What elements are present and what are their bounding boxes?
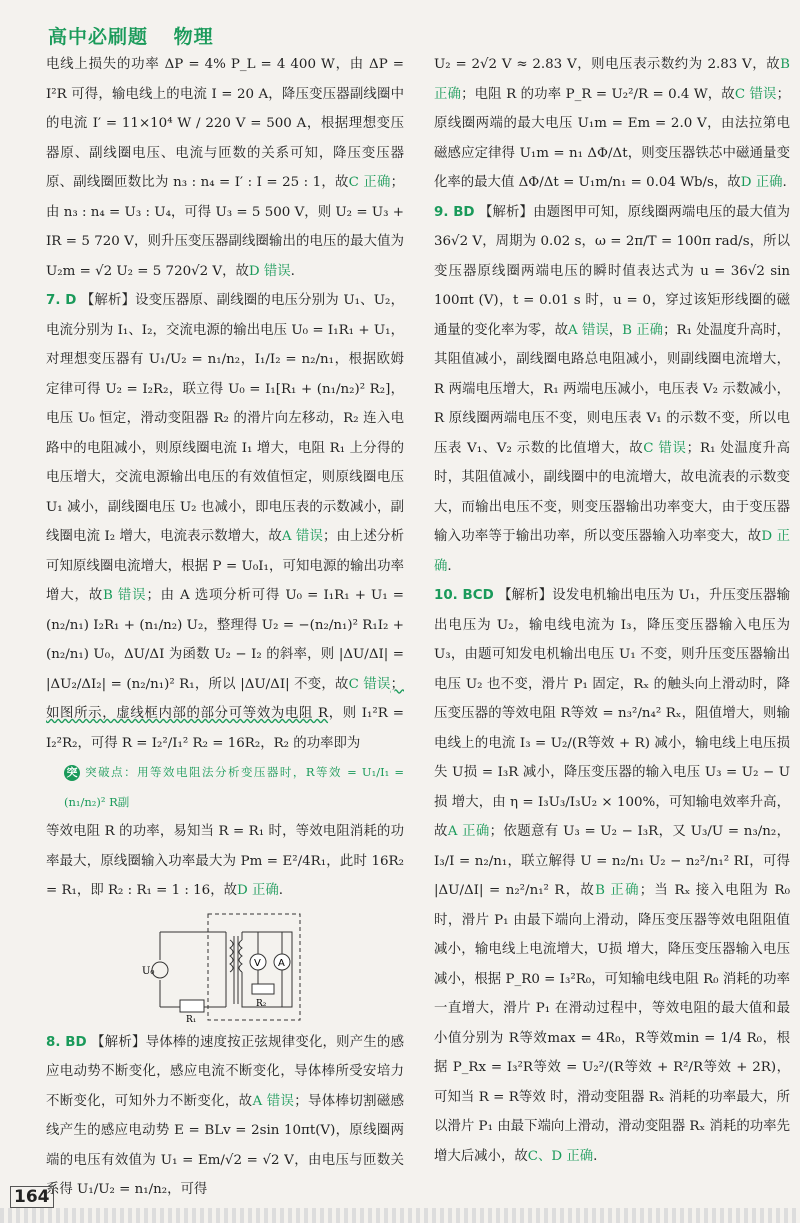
svg-text:R₂: R₂ — [256, 998, 267, 1009]
answer-tag: B 正确 — [434, 57, 790, 102]
right-column — [434, 50, 790, 1171]
left-column — [46, 50, 404, 1205]
question-number: 8. BD — [46, 1034, 87, 1050]
svg-text:V: V — [254, 957, 261, 969]
transformer-icon — [226, 932, 242, 1007]
answer-tag: C 错误 — [348, 676, 391, 692]
source-voltage-label: U₀ — [142, 965, 155, 977]
answer-tag: D 正确 — [237, 883, 279, 898]
equivalent-resistance-note: ；如图所示，虚线框内部的部分可等效为电阻 R — [46, 676, 404, 721]
answer-tag: A 正确 — [447, 824, 490, 839]
question-number: 9. BD — [434, 204, 475, 220]
answer-tag: D 正确 — [434, 529, 790, 574]
analysis-tag: 【解析】 — [478, 204, 534, 220]
q7-solution: 7. D 【解析】设变压器原、副线圈的电压分别为 U₁、U₂，电流分别为 I₁、I₂，交流电源的输出电压 U₀ = I₁R₁ + U₁，对理想变压器有 U₁/U₂ = n₁/n₂，I₁/I₂ = n₂/n₁，根据欧姆定律可得 U₂ = I₂R₂，联立得 U₀ = I₁[R₁ + (n₁/n₂)² R₂]，电压 U₀ 恒定，滑动变阻器 R₂ 的滑片向左移动，R₂ 连入电路中的电阻减小，则原线圈电流 I₁ 增大，电阻 R₁ 上分得的电压增大，交流电源输出电压的有效值恒定，则原线圈电压 U₁ 减小，副线圈电压 U₂ 也减小，即电压表的示数减小，副线圈电流 I₂ 增大，电流表示数增大，故A 错误；由上述分析可知原线圈电流增大，根据 P = U₀I₁，可知电源的输出功率增大，故B 错误；由 A 选项分析可得 U₀ = I₁R₁ + U₁ = (n₂/n₁) I₂R₁ + (n₁/n₂) U₂，整理得 U₂ = −(n₂/n₁)² R₁I₂ + (n₂/n₁) U₀，ΔU/ΔI 为函数 U₂ − I₂ 的斜率，则 |ΔU/ΔI| = |ΔU₂/ΔI₂| = (n₂/n₁)² R₁，所以 |ΔU/ΔI| 不变，故C 错误；如图所示，虚线框内部的部分可等效为电阻 R，则 I₁²R = I₂²R₂，可得 R = I₂²/I₁² R₂ = 16R₂，R₂ 的功率即为 — [46, 293, 405, 751]
question-number: 10. BCD — [434, 588, 494, 603]
q9-solution: 9. BD 【解析】由题图甲可知，原线圈两端电压的最大值为 36√2 V，周期为 0.02 s，ω = 2π/T = 100π rad/s，所以变压器原线圈两端电压的瞬时值表达式为 u = 36√2 sin 100πt (V)，t = 0.01 s 时，u = 0，穿过该矩形线圈的磁通量的变化率为零，故A 错误，B 正确；R₁ 处温度升高时，其阻值减小，副线圈电路总电阻减小，则副线圈电流增大，R 两端电压增大，R₁ 两端电压减小，电压表 V₂ 示数减小，R 原线圈两端电压不变，则电压表 V₁ 的示数不变，所以电压表 V₁、V₂ 示数的比值增大，故C 错误；R₁ 处温度升高时，其阻值减小，副线圈中的电流增大，故电流表的示数变大，而输出电压不变，则变压器输出功率变大，由于变压器输入功率等于输出功率，所以变压器输入功率变大，故D 正确. — [434, 204, 791, 574]
q7-conclusion: 等效电阻 R 的功率，易知当 R = R₁ 时，等效电阻消耗的功率最大，原线圈输入功率最大为 Pm = E²/4R₁，此时 16R₂ = R₁，即 R₂ : R₁ = 1 : 16，故D 正确. — [46, 824, 404, 898]
q10-solution: 10. BCD 【解析】设发电机输出电压为 U₁，升压变压器输出电压为 U₂，输电线电流为 I₃，降压变压器输入电压为 U₃，由题可知发电机输出电压 U₁ 不变，则升压变压器输出电压 U₂ 也不变，滑片 P₁ 固定，Rₓ 的触头向上滑动时，降压变压器的等效电阻 R等效 = n₃²/n₄² Rₓ，阻值增大，则输电线上的电流 I₃ = U₂/(R等效 + R) 减小，输电线上电压损失 U损 = I₃R 减小，降压变压器的输入电压 U₃ = U₂ − U损 增大，由 η = I₃U₃/I₃U₂ × 100%，可知输电效率升高，故A 正确；依题意有 U₃ = U₂ − I₃R，又 U₃/U = n₃/n₂，I₃/I = n₂/n₁，联立解得 U = n₂/n₁ U₂ − n₂²/n₁² RI，可得 |ΔU/ΔI| = n₂²/n₁² R，故B 正确；当 Rₓ 接入电阻为 R₀ 时，滑片 P₁ 由最下端向上滑动，降压变压器等效电阻阻值减小，输电线上电流增大，U损 增大，降压变压器输入电压减小，根据 P_R0 = I₃²R₀，可知输电线电阻 R₀ 消耗的功率一直增大，滑片 P₁ 在滑动过程中，等效电阻的最大值和最小值分别为 R等效max = 4R₀，R等效min = 1/4 R₀，根据 P_Rx = I₃²R等效 = U₂²/(R等效 + R²/R等效 + 2R)，可知当 R = R等效 时，滑动变阻器 Rₓ 消耗的功率最大，所以滑片 P₁ 由最下端向上滑动，滑动变阻器 Rₓ 消耗的功率先增大后减小，故C、D 正确. — [434, 588, 790, 1164]
lightbulb-icon: 突 — [64, 765, 80, 781]
answer-tag: A 错误 — [252, 1093, 295, 1109]
answer-tag: B 正确 — [622, 322, 664, 338]
svg-text:R₁: R₁ — [186, 1014, 197, 1022]
q8-continuation: U₂ = 2√2 V ≈ 2.83 V，则电压表示数约为 2.83 V，故B 正确；电阻 R 的功率 P_R = U₂²/R = 0.4 W，故C 错误；原线圈两端的最大电压 U₁m = Em = 2.0 V，由法拉第电磁感应定律得 U₁m = n₁ ΔΦ/Δt，则变压器铁芯中磁通量变化率的最大值 ΔΦ/Δt = U₁m/n₁ = 0.04 Wb/s，故D 正确. — [434, 57, 790, 190]
answer-tag: A 错误 — [281, 529, 323, 544]
analysis-tag: 【解析】 — [498, 588, 553, 603]
answer-tag: C、D 正确 — [527, 1148, 594, 1164]
answer-tag: C 正确 — [348, 175, 391, 190]
breakthrough-tip: 突 突破点：用等效电阻法分析变压器时，R等效 = U₁/I₁ = (n₁/n₂)² R副 — [64, 765, 404, 809]
q6-continuation: 电线上损失的功率 ΔP = 4% P_L = 4 400 W，由 ΔP = I²R 可得，输电线上的电流 I = 20 A，降压变压器副线圈中的电流 I′ = 11×10⁴ W / 220 V = 500 A，根据理想变压器原、副线圈电压、电流与匝数的关系可知，降压变压器原、副线圈匝数比为 n₃ : n₄ = I′ : I = 25 : 1，故C 正确；由 n₃ : n₄ = U₃ : U₄，可得 U₃ = 5 500 V，则 U₂ = U₃ + IR = 5 720 V，则升压变压器副线圈输出的电压的最大值为 U₂m = √2 U₂ = 5 720√2 V，故D 错误. — [46, 57, 404, 279]
answer-tag: D 错误 — [248, 263, 291, 279]
answer-tag: D 正确 — [740, 175, 783, 190]
page-number: 164 — [10, 1186, 54, 1208]
svg-text:A: A — [278, 957, 285, 969]
bottom-edge-strip — [0, 1208, 800, 1223]
answer-tag: B 正确 — [595, 883, 640, 898]
answer-tag: A 错误 — [568, 322, 609, 338]
page-header — [48, 22, 232, 49]
analysis-tag: 【解析】 — [80, 293, 136, 308]
book-title: 高中必刷题 — [48, 26, 149, 48]
resistor-r1 — [180, 1000, 204, 1012]
answer-tag: C 错误 — [643, 440, 687, 456]
slide-rheostat-r2 — [252, 984, 274, 994]
answer-tag: B 错误 — [102, 588, 147, 603]
subject-label: 物理 — [173, 26, 214, 48]
transformer-circuit-diagram — [142, 912, 302, 1022]
question-number: 7. D — [46, 293, 77, 308]
q8-solution: 8. BD 【解析】导体棒的速度按正弦规律变化，则产生的感应电动势不断变化，感应电流不断变化，导体棒所受安培力不断变化，可知外力不断变化，故A 错误；导体棒切割磁感线产生的感应电动势 E = BLv = 2sin 10πt(V)，原线圈两端的电压有效值为 U₁ = Em/√2 = √2 V，由电压与匝数关系得 U₁/U₂ = n₁/n₂，可得 — [46, 1034, 405, 1197]
answer-tag: C 错误 — [734, 86, 777, 102]
analysis-tag: 【解析】 — [91, 1034, 146, 1050]
